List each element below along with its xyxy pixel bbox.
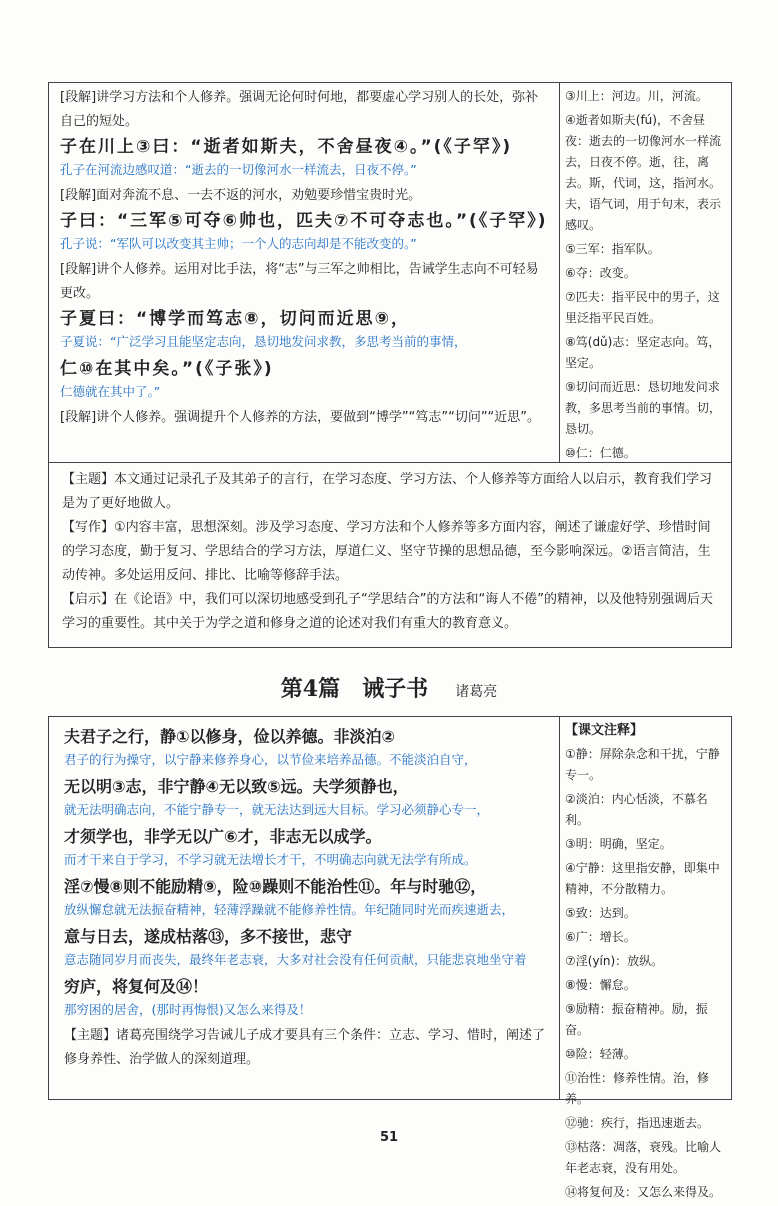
annotation-note: ⑨切问而近思：恳切地发问求教，多思考当前的事情。切，恳切。 xyxy=(565,380,722,436)
annotation-note: ⑫驰：疾行，指迅速逝去。 xyxy=(565,1116,710,1130)
paragraph: [段解]讲学习方法和个人修养。强调无论何时何地，都要虚心学习别人的长处，弥补自己的短处。 xyxy=(60,90,539,129)
annotation-note: ③明：明确，坚定。 xyxy=(565,837,672,851)
classical-text-line: 意与日去，遂成枯落⑬，多不接世，悲守 xyxy=(64,927,353,946)
annotation-note: ⑨励精：振奋精神。励，振奋。 xyxy=(565,1002,708,1037)
paragraph: [段解]讲个人修养。运用对比手法，将“志”与三军之帅相比，告诫学生志向不可轻易更改。 xyxy=(60,262,539,301)
notes-header: 【课文注释】 xyxy=(565,723,644,738)
annotation-note: ⑥夺：改变。 xyxy=(565,266,636,280)
annotation-note: ⑬枯落：凋落，衰残。比喻人年老志衰，没有用处。 xyxy=(565,1140,722,1175)
annotation-note: ④宁静：这里指安静，即集中精神，不分散精力。 xyxy=(565,861,720,896)
page-number: 51 xyxy=(379,1130,399,1145)
translation-line: 孔子在河流边感叹道：“逝去的一切像河水一样流去，日夜不停。” xyxy=(60,162,417,177)
classical-text-line: 子在川上③曰：“逝者如斯夫，不舍昼夜④。”(《子罕》) xyxy=(60,137,513,157)
classical-text-line: 淫⑦慢⑧则不能励精⑨，险⑩躁则不能治性⑪。年与时驰⑫， xyxy=(64,877,487,896)
classical-text-line: 夫君子之行，静①以修身，俭以养德。非淡泊② xyxy=(64,727,396,746)
annotation-note: ②淡泊：内心恬淡，不慕名利。 xyxy=(565,792,708,827)
classical-text-line: 子曰：“三军⑤可夺⑥帅也，匹夫⑦不可夺志也。”(《子罕》) xyxy=(60,211,548,231)
annotation-note: ⑧慢：懈怠。 xyxy=(565,978,636,992)
annotation-note: ⑤三军：指军队。 xyxy=(565,242,660,256)
top-notes-list xyxy=(565,86,725,464)
annotation-note: ⑩险：轻薄。 xyxy=(565,1047,636,1061)
annotation-note: ⑤致：达到。 xyxy=(565,906,636,920)
annotation-note: ①静：屏除杂念和干扰，宁静专一。 xyxy=(565,747,720,782)
translation-line: 孔子说：“军队可以改变其主帅；一个人的志向却是不能改变的。” xyxy=(60,236,417,251)
translation-line: 君子的行为操守，以宁静来修养身心，以节俭来培养品德。不能淡泊自守， xyxy=(64,752,477,767)
top-main-column xyxy=(60,86,550,430)
classical-text-line: 穷庐，将复何及⑭！ xyxy=(64,977,209,996)
annotation-note: ⑧笃(dǔ)志：坚定志向。笃，坚定。 xyxy=(565,335,721,370)
top-notes-column xyxy=(565,86,725,467)
translation-line: 那穷困的居舍，(那时再悔恨)又怎么来得及！ xyxy=(64,1002,312,1017)
translation-line: 意志随同岁月而丧失，最终年老志衰，大多对社会没有任何贡献，只能悲哀地坐守着 xyxy=(64,952,527,967)
annotation-note: ③川上：河边。川，河流。 xyxy=(565,89,708,103)
paragraph: [段解]面对奔流不息、一去不返的河水，劝勉要珍惜宝贵时光。 xyxy=(60,188,422,203)
translation-line: 仁德就在其中了。” xyxy=(60,384,161,399)
summary-paragraph: 【启示】在《论语》中，我们可以深切地感受到孔子“学思结合”的方法和“诲人不倦”的精神，以及他特别强调后天学习的重要性。其中关于为学之道和修身之道的论述对我们有重大的教育意义。 xyxy=(62,592,713,631)
annotation-note: ⑥广：增长。 xyxy=(565,930,636,944)
annotation-note: ⑭将复何及：又怎么来得及。 xyxy=(565,1185,722,1199)
classical-text-line: 才须学也，非学无以广⑥才，非志无以成学。 xyxy=(64,827,382,846)
chapter-title: 第4篇 诫子书 xyxy=(280,676,429,702)
chapter-heading xyxy=(0,672,778,703)
chapter-author: 诸葛亮 xyxy=(455,684,498,700)
top-summary xyxy=(62,468,722,636)
summary-paragraph: 【主题】本文通过记录孔子及其弟子的言行，在学习态度、学习方法、个人修养等方面给人以启示，教育我们学习是为了更好地做人。 xyxy=(62,472,713,511)
bottom-column-divider xyxy=(559,716,560,1100)
top-main-text xyxy=(60,86,550,430)
paragraph: [段解]讲个人修养。强调提升个人修养的方法，要做到“博学”“笃志”“切问”“近思”。 xyxy=(60,410,541,425)
annotation-note: ⑦淫(yín)：放纵。 xyxy=(565,954,664,968)
annotation-note: ⑪治性：修养性情。治，修养。 xyxy=(565,1071,710,1106)
annotation-note: ⑦匹夫：指平民中的男子，这里泛指平民百姓。 xyxy=(565,290,720,325)
translation-line: 就无法明确志向，不能宁静专一，就无法达到远大目标。学习必须静心专一， xyxy=(64,802,490,817)
classical-text-line: 子夏曰：“博学而笃志⑧，切问而近思⑨， xyxy=(60,309,410,329)
translation-line: 而才干来自于学习，不学习就无法增长才干，不明确志向就无法学有所成。 xyxy=(64,852,477,867)
bottom-main-column xyxy=(64,724,554,1072)
summary-paragraph: 【写作】①内容丰富，思想深刻。涉及学习态度、学习方法和个人修养等多方面内容，阐述了谦虚好学、珍惜时间的学习态度，勤于复习、学思结合的学习方法，厚道仁义、坚守节操的思想品德，至今影响深远。②语言简洁，生动传神。多处运用反问、排比、比喻等修辞手法。 xyxy=(62,520,711,583)
annotation-note: ④逝者如斯夫(fú)，不舍昼夜：逝去的一切像河水一样流去，日夜不停。逝，往，离去。斯，代词，这，指河水。夫，语气词，用于句末，表示感叹。 xyxy=(565,113,722,232)
translation-line: 子夏说：“广泛学习且能坚定志向，恳切地发问求教，多思考当前的事情， xyxy=(60,334,467,349)
paragraph: 【主题】诸葛亮围绕学习告诫儿子成才要具有三个条件：立志、学习、惜时，阐述了修身养性、治学做人的深刻道理。 xyxy=(64,1028,546,1067)
classical-text-line: 无以明③志，非宁静④无以致⑤远。夫学须静也， xyxy=(64,777,409,796)
top-column-divider xyxy=(559,82,560,462)
classical-text-line: 仁⑩在其中矣。”(《子张》) xyxy=(60,359,274,379)
annotation-note: ⑩仁：仁德。 xyxy=(565,446,636,460)
translation-line: 放纵懈怠就无法振奋精神，轻薄浮躁就不能修养性情。年纪随同时光而疾速逝去， xyxy=(64,902,515,917)
